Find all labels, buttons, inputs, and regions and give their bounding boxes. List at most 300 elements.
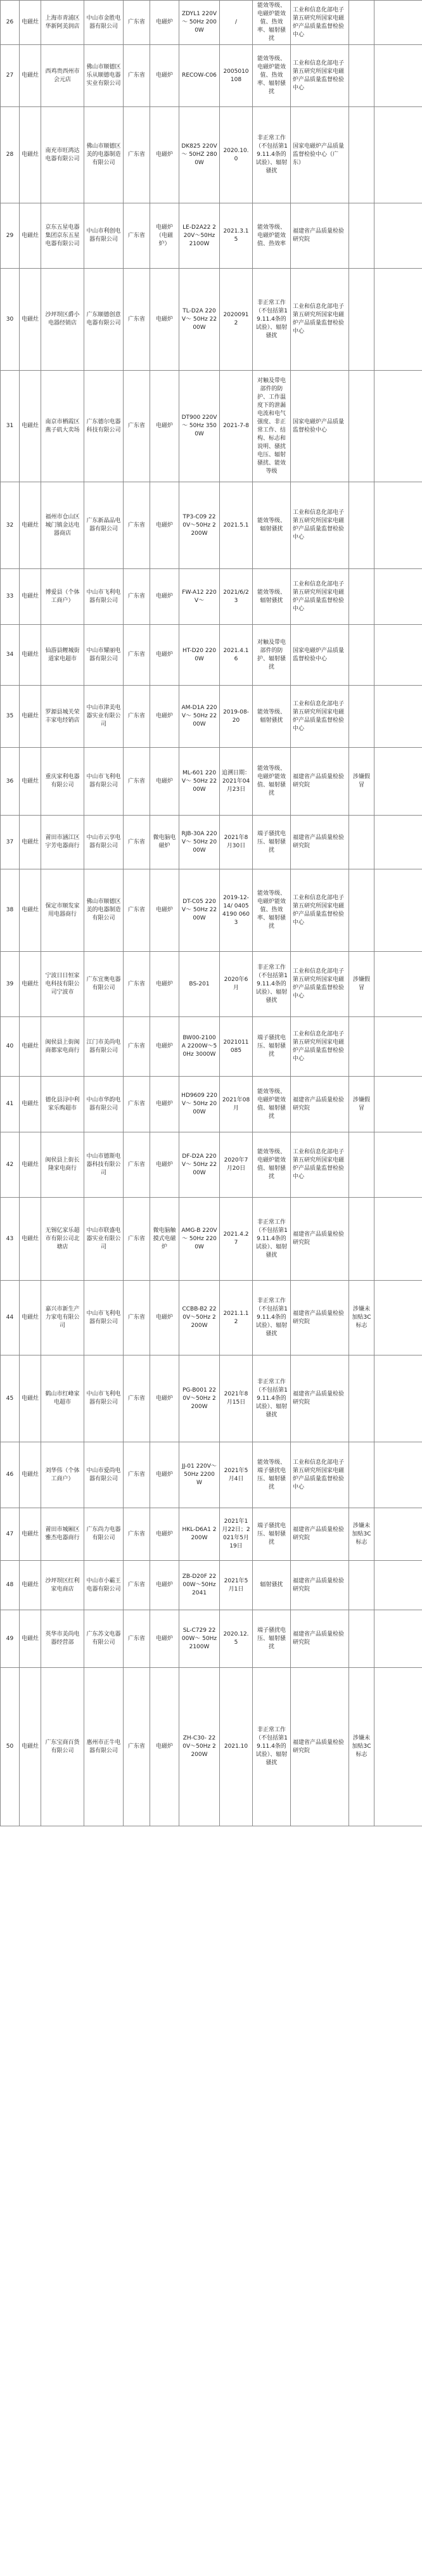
product-category: 电磁灶 [20, 1077, 41, 1132]
table-row [1, 1508, 422, 1561]
table-row [1, 482, 422, 569]
production-date: 2021年8月30日 [220, 816, 253, 869]
row-number: 44 [1, 1281, 20, 1355]
product-model: ML-601 220V～ 50Hz 2200W [179, 748, 220, 816]
manufacturer-name: 中山市云享电器有限公司 [84, 816, 124, 869]
remarks [349, 1561, 374, 1610]
failed-items: 能效等级、电磁炉能效值、辐射骚扰 [253, 1077, 291, 1132]
product-category: 电磁灶 [20, 869, 41, 952]
product-model: FW-A12 220V～ [179, 569, 220, 625]
product-name: 电磁炉 [150, 1355, 179, 1442]
blank-cell [374, 1017, 422, 1077]
seller-name: 南京市栖霞区燕子矶大卖场 [41, 371, 84, 482]
failed-items: 能效等级、端子骚扰电压、辐射骚扰 [253, 1442, 291, 1508]
product-category: 电磁灶 [20, 952, 41, 1017]
product-name: 电磁炉 [150, 1442, 179, 1508]
failed-items: 能效等级、电磁炉能效值、辐射骚扰 [253, 1132, 291, 1198]
manufacturer-province: 广东省 [124, 816, 150, 869]
failed-items: 对触及带电部件的防护、工作温度下的泄漏电流和电气强度、非正常工作、结构、标志和说明、骚扰电压、辐射骚扰、能效等级 [253, 371, 291, 482]
manufacturer-name: 中山市飞利电器有限公司 [84, 1281, 124, 1355]
row-number: 49 [1, 1610, 20, 1668]
product-model: ZB-D20F 2200W～50Hz 2041 [179, 1561, 220, 1610]
manufacturer-province: 广东省 [124, 269, 150, 371]
product-model: TP3-C09 220V～50Hz 2200W [179, 482, 220, 569]
product-model: AM-D1A 220V～ 50Hz 2200W [179, 686, 220, 748]
product-category: 电磁灶 [20, 1281, 41, 1355]
manufacturer-province: 广东省 [124, 1610, 150, 1668]
blank-cell [374, 625, 422, 686]
product-name: 电磁炉 [150, 1561, 179, 1610]
product-name: 电磁炉 [150, 1132, 179, 1198]
testing-institution: 工业和信息化部电子第五研究所国家电磁炉产品质量监督检验中心 [291, 1442, 349, 1508]
failed-items: 非正常工作（不包括第19.11.4条的试验）、辐射骚扰 [253, 107, 291, 203]
product-model: BS-201 [179, 952, 220, 1017]
manufacturer-name: 广东宜奥电器有限公司 [84, 952, 124, 1017]
row-number: 28 [1, 107, 20, 203]
seller-name: 莆田市城厢区雅杰电器商行 [41, 1508, 84, 1561]
product-model: ZH-C30- 220V～50Hz 2200W [179, 1668, 220, 1826]
testing-institution: 工业和信息化部电子第五研究所国家电磁炉产品质量监督检验中心 [291, 269, 349, 371]
manufacturer-province: 广东省 [124, 1077, 150, 1132]
remarks [349, 45, 374, 107]
product-model: BW00-2100A 2200W～50Hz 3000W [179, 1017, 220, 1077]
blank-cell [374, 1281, 422, 1355]
testing-institution: 福建省产品质量检验研究院 [291, 1355, 349, 1442]
product-category: 电磁灶 [20, 1198, 41, 1281]
seller-name: 京东五星电器集团京东五星电器有限公司 [41, 203, 84, 269]
row-number: 39 [1, 952, 20, 1017]
remarks [349, 569, 374, 625]
product-name: 电磁炉 [150, 625, 179, 686]
manufacturer-province: 广东省 [124, 569, 150, 625]
row-number: 45 [1, 1355, 20, 1442]
production-date: 2021.10 [220, 1668, 253, 1826]
manufacturer-name: 中山市飞利电器有限公司 [84, 1355, 124, 1442]
product-model: PG-B001 220V～50Hz 2200W [179, 1355, 220, 1442]
manufacturer-name: 中山市飞利电器有限公司 [84, 748, 124, 816]
product-category: 电磁灶 [20, 1132, 41, 1198]
remarks: 涉嫌假冒 [349, 952, 374, 1017]
row-number: 40 [1, 1017, 20, 1077]
blank-cell [374, 1198, 422, 1281]
product-name: 电磁炉 [150, 686, 179, 748]
product-category: 电磁灶 [20, 269, 41, 371]
manufacturer-name: 中山市德斯电器科技有限公司 [84, 1132, 124, 1198]
manufacturer-province: 广东省 [124, 686, 150, 748]
product-name: 电磁炉 [150, 482, 179, 569]
blank-cell [374, 569, 422, 625]
blank-cell [374, 1610, 422, 1668]
manufacturer-province: 广东省 [124, 107, 150, 203]
product-name: 电磁炉 [150, 1668, 179, 1826]
failed-items: 非正常工作（不包括第19.11.4条的试验）、辐射骚扰 [253, 952, 291, 1017]
production-date: 2021年5月4日 [220, 1442, 253, 1508]
manufacturer-province: 广东省 [124, 482, 150, 569]
table-row [1, 952, 422, 1017]
row-number: 47 [1, 1508, 20, 1561]
remarks: 涉嫌假冒 [349, 748, 374, 816]
table-row [1, 1610, 422, 1668]
table-row [1, 1442, 422, 1508]
testing-institution: 工业和信息化部电子第五研究所国家电磁炉产品质量监督检验中心 [291, 952, 349, 1017]
table-row [1, 686, 422, 748]
row-number: 34 [1, 625, 20, 686]
failed-items: 能效等级、电磁炉能效值、热效率、辐射骚扰 [253, 869, 291, 952]
product-model: RJB-30A 220V～ 50Hz 2000W [179, 816, 220, 869]
blank-cell [374, 371, 422, 482]
table-row [1, 107, 422, 203]
production-date: 2021-7-8 [220, 371, 253, 482]
table-row [1, 203, 422, 269]
manufacturer-province: 广东省 [124, 1561, 150, 1610]
remarks [349, 203, 374, 269]
product-model: DT900 220V～ 50Hz 3500W [179, 371, 220, 482]
product-model: ZDYL1 220V～ 50Hz 2000W [179, 1, 220, 45]
row-number: 26 [1, 1, 20, 45]
production-date: 2021.4.16 [220, 625, 253, 686]
production-date: 2019-08-20 [220, 686, 253, 748]
product-model: LE-D2A22 220V～50Hz 2100W [179, 203, 220, 269]
production-date: 2021011085 [220, 1017, 253, 1077]
manufacturer-name: 中山市爱尚电器有限公司 [84, 1442, 124, 1508]
testing-institution: 工业和信息化部电子第五研究所国家电磁炉产品质量监督检验中心 [291, 869, 349, 952]
product-name: 电磁炉 [150, 1281, 179, 1355]
blank-cell [374, 107, 422, 203]
product-name: 电磁炉 [150, 371, 179, 482]
manufacturer-name: 广东德尔电器科技有限公司 [84, 371, 124, 482]
product-name: 电磁炉（电磁炉） [150, 203, 179, 269]
product-model: TL-D2A 220V～ 50Hz 2200W [179, 269, 220, 371]
manufacturer-province: 广东省 [124, 203, 150, 269]
manufacturer-name: 江门市美尚电器有限公司 [84, 1017, 124, 1077]
manufacturer-province: 广东省 [124, 1132, 150, 1198]
manufacturer-province: 广东省 [124, 625, 150, 686]
remarks: 涉嫌未加贴3C标志 [349, 1508, 374, 1561]
failed-items: 端子骚扰电压、辐射骚扰 [253, 1017, 291, 1077]
failed-items: 端子骚扰电压、辐射骚扰 [253, 816, 291, 869]
manufacturer-province: 广东省 [124, 1198, 150, 1281]
product-category: 电磁灶 [20, 203, 41, 269]
row-number: 32 [1, 482, 20, 569]
product-name: 电磁炉 [150, 107, 179, 203]
manufacturer-name: 中山市耀丽电器有限公司 [84, 625, 124, 686]
product-model: DT-C05 220V～ 50Hz 2200W [179, 869, 220, 952]
testing-institution: 工业和信息化部电子第五研究所国家电磁炉产品质量监督检验中心 [291, 1017, 349, 1077]
testing-institution: 国家电磁炉产品质量监督检验中心 [291, 371, 349, 482]
failed-items: 能效等级、辐射骚扰 [253, 569, 291, 625]
remarks [349, 1132, 374, 1198]
production-date: 2021年5月1日 [220, 1561, 253, 1610]
production-date: 2021年1月22日；2021年5月19日 [220, 1508, 253, 1561]
blank-cell [374, 1561, 422, 1610]
remarks [349, 371, 374, 482]
manufacturer-province: 广东省 [124, 1668, 150, 1826]
table-row [1, 371, 422, 482]
production-date: 2020.10.0 [220, 107, 253, 203]
seller-name: 无锡亿家乐超市有限公司北塘店 [41, 1198, 84, 1281]
testing-institution: 工业和信息化部电子第五研究所国家电磁炉产品质量监督检验中心 [291, 686, 349, 748]
table-row [1, 816, 422, 869]
row-number: 29 [1, 203, 20, 269]
blank-cell [374, 1355, 422, 1442]
manufacturer-name: 广东苏文电器有限公司 [84, 1610, 124, 1668]
production-date: 2020年7月20日 [220, 1132, 253, 1198]
seller-name: 罗源县城关荣丰家电经销店 [41, 686, 84, 748]
remarks [349, 1017, 374, 1077]
manufacturer-name: 中山市津美电器实业有限公司 [84, 686, 124, 748]
manufacturer-name: 中山市华韵电器有限公司 [84, 1077, 124, 1132]
manufacturer-province: 广东省 [124, 952, 150, 1017]
production-date: 2021年8月15日 [220, 1355, 253, 1442]
product-category: 电磁灶 [20, 482, 41, 569]
row-number: 33 [1, 569, 20, 625]
failed-items: 非正常工作（不包括第19.11.4条的试验）、辐射骚扰 [253, 1198, 291, 1281]
remarks [349, 482, 374, 569]
manufacturer-province: 广东省 [124, 1, 150, 45]
seller-name: 沙坪坝区爵小电器经销店 [41, 269, 84, 371]
table-row [1, 869, 422, 952]
product-name: 电磁炉 [150, 1077, 179, 1132]
remarks [349, 1355, 374, 1442]
blank-cell [374, 1132, 422, 1198]
production-date: 追溯日期：2021年04月23日 [220, 748, 253, 816]
blank-cell [374, 1442, 422, 1508]
seller-name: 博爱县（个体工商户） [41, 569, 84, 625]
manufacturer-province: 广东省 [124, 1017, 150, 1077]
product-category: 电磁灶 [20, 107, 41, 203]
failed-items: 非正常工作（不包括第19.11.4条的试验）、辐射骚扰 [253, 1355, 291, 1442]
blank-cell [374, 482, 422, 569]
testing-institution: 福建省产品质量检验研究院 [291, 1610, 349, 1668]
seller-name: 西鸡贵西州市会元店 [41, 45, 84, 107]
row-number: 27 [1, 45, 20, 107]
blank-cell [374, 952, 422, 1017]
product-category: 电磁灶 [20, 816, 41, 869]
testing-institution: 福建省产品质量检验研究院 [291, 748, 349, 816]
seller-name: 重庆家利电器有限公司 [41, 748, 84, 816]
seller-name: 沙坪坝区红利家电商店 [41, 1561, 84, 1610]
product-category: 电磁灶 [20, 569, 41, 625]
row-number: 36 [1, 748, 20, 816]
product-name: 电磁炉 [150, 869, 179, 952]
product-category: 电磁灶 [20, 1442, 41, 1508]
seller-name: 上海市青浦区华新阿美润店 [41, 1, 84, 45]
product-category: 电磁灶 [20, 625, 41, 686]
blank-cell [374, 1077, 422, 1132]
remarks: 涉嫌未加贴3C标志 [349, 1281, 374, 1355]
blank-cell [374, 1668, 422, 1826]
product-category: 电磁灶 [20, 1561, 41, 1610]
table-row [1, 1, 422, 45]
product-category: 电磁灶 [20, 1, 41, 45]
product-category: 电磁灶 [20, 1017, 41, 1077]
seller-name: 德化县浔中利家乐购超市 [41, 1077, 84, 1132]
table-row [1, 1668, 422, 1826]
production-date: 2021/6/23 [220, 569, 253, 625]
testing-institution: 福建省产品质量检验研究院 [291, 1281, 349, 1355]
manufacturer-province: 广东省 [124, 371, 150, 482]
failed-items: 端子骚扰电压、辐射骚扰 [253, 1610, 291, 1668]
testing-institution: 福建省产品质量检验研究院 [291, 1198, 349, 1281]
table-row [1, 1355, 422, 1442]
remarks [349, 1442, 374, 1508]
failed-items: 非正常工作（不包括第19.11.4条的试验）、辐射骚扰 [253, 1668, 291, 1826]
product-name: 电磁炉 [150, 1508, 179, 1561]
production-date: 2020.12.5 [220, 1610, 253, 1668]
blank-cell [374, 869, 422, 952]
failed-items: 能效等级、电磁炉能效值、热效率、辐射骚扰 [253, 45, 291, 107]
remarks [349, 869, 374, 952]
manufacturer-name: 佛山市顺德区美的电器制造有限公司 [84, 107, 124, 203]
product-category: 电磁灶 [20, 1508, 41, 1561]
product-name: 微电脑触摸式电磁炉 [150, 1198, 179, 1281]
failed-items: 对触及带电部件的防护、辐射骚扰 [253, 625, 291, 686]
blank-cell [374, 45, 422, 107]
product-model: SL-C729 2200W～ 50Hz 2100W [179, 1610, 220, 1668]
manufacturer-province: 广东省 [124, 1442, 150, 1508]
table-row [1, 1017, 422, 1077]
manufacturer-province: 广东省 [124, 748, 150, 816]
product-category: 电磁灶 [20, 45, 41, 107]
blank-cell [374, 1, 422, 45]
seller-name: 鹤山市红峰家电超市 [41, 1355, 84, 1442]
row-number: 37 [1, 816, 20, 869]
product-model: HKL-D6A1 2200W [179, 1508, 220, 1561]
testing-institution: 国家电磁炉产品质量监督检验中心（广东） [291, 107, 349, 203]
blank-cell [374, 269, 422, 371]
remarks [349, 1198, 374, 1281]
row-number: 30 [1, 269, 20, 371]
testing-institution: 福建省产品质量检验研究院 [291, 1668, 349, 1826]
blank-cell [374, 203, 422, 269]
manufacturer-name: 广东尚力电器有限公司 [84, 1508, 124, 1561]
row-number: 31 [1, 371, 20, 482]
manufacturer-name: 广东新晶品电器有限公司 [84, 482, 124, 569]
production-date: 20200912 [220, 269, 253, 371]
failed-items: 非正常工作（不包括第19.11.4条的试验）、辐射骚扰 [253, 1281, 291, 1355]
remarks [349, 816, 374, 869]
manufacturer-province: 广东省 [124, 45, 150, 107]
testing-institution: 福建省产品质量检验研究院 [291, 1561, 349, 1610]
manufacturer-name: 中山市联盛电器实业有限公司 [84, 1198, 124, 1281]
product-model: JJ-01 220V～ 50Hz 2200W [179, 1442, 220, 1508]
product-name: 电磁炉 [150, 1610, 179, 1668]
seller-name: 刘华伟（个体工商户） [41, 1442, 84, 1508]
seller-name: 闽侯县上街长隆家电商行 [41, 1132, 84, 1198]
seller-name: 福州市仓山区城门镇金达电器商店 [41, 482, 84, 569]
failed-items: 能效等级、电磁炉能效值、辐射骚扰 [253, 748, 291, 816]
row-number: 46 [1, 1442, 20, 1508]
product-name: 电磁炉 [150, 45, 179, 107]
remarks: 涉嫌假冒 [349, 1077, 374, 1132]
product-name: 电磁炉 [150, 952, 179, 1017]
product-name: 电磁炉 [150, 748, 179, 816]
manufacturer-name: 惠州市正牛电器有限公司 [84, 1668, 124, 1826]
table-row [1, 1077, 422, 1132]
table-row [1, 625, 422, 686]
failed-items: 能效等级、电磁炉能效值、热效率、辐射骚扰 [253, 1, 291, 45]
blank-cell [374, 1508, 422, 1561]
product-model: AMG-B 220V～ 50Hz 2200W [179, 1198, 220, 1281]
testing-institution: 福建省产品质量检验研究院 [291, 1508, 349, 1561]
manufacturer-name: 中山市小霸王电器有限公司 [84, 1561, 124, 1610]
row-number: 43 [1, 1198, 20, 1281]
product-model: HT-D20 2200W [179, 625, 220, 686]
manufacturer-name: 广东顺德创意电器有限公司 [84, 269, 124, 371]
manufacturer-province: 广东省 [124, 1355, 150, 1442]
remarks [349, 625, 374, 686]
manufacturer-province: 广东省 [124, 1281, 150, 1355]
blank-cell [374, 686, 422, 748]
seller-name: 闽侯县上街闽商都家电商行 [41, 1017, 84, 1077]
production-date: / [220, 1, 253, 45]
production-date: 2021年08月 [220, 1077, 253, 1132]
manufacturer-name: 中山市利创电器有限公司 [84, 203, 124, 269]
failed-items: 端子骚扰电压、辐射骚扰 [253, 1508, 291, 1561]
testing-institution: 工业和信息化部电子第五研究所国家电磁炉产品质量监督检验中心 [291, 569, 349, 625]
product-name: 电磁炉 [150, 1017, 179, 1077]
testing-institution: 福建省产品质量检验研究院 [291, 1077, 349, 1132]
product-category: 电磁灶 [20, 686, 41, 748]
production-date: 2021.4.27 [220, 1198, 253, 1281]
production-date: 2005010108 [220, 45, 253, 107]
row-number: 48 [1, 1561, 20, 1610]
testing-institution: 工业和信息化部电子第五研究所国家电磁炉产品质量监督检验中心 [291, 45, 349, 107]
failed-items: 能效等级、辐射骚扰 [253, 686, 291, 748]
table-row [1, 1281, 422, 1355]
product-model: RECOW-C06 [179, 45, 220, 107]
table-row [1, 1561, 422, 1610]
table-row [1, 748, 422, 816]
product-model: DK825 220V～ 50HZ 2800W [179, 107, 220, 203]
manufacturer-name: 佛山市顺德区乐从顺德电器实业有限公司 [84, 45, 124, 107]
manufacturer-name: 中山市金胜电器有限公司 [84, 1, 124, 45]
product-name: 微电脑电磁炉 [150, 816, 179, 869]
product-category: 电磁灶 [20, 1668, 41, 1826]
remarks [349, 1610, 374, 1668]
row-number: 42 [1, 1132, 20, 1198]
production-date: 2021.3.15 [220, 203, 253, 269]
production-date: 2021.1.12 [220, 1281, 253, 1355]
product-name: 电磁炉 [150, 1, 179, 45]
product-model: DF-D2A 220V～ 50Hz 2200W [179, 1132, 220, 1198]
production-date: 2019-12-14/ 04054190 0603 [220, 869, 253, 952]
failed-items: 辐射骚扰 [253, 1561, 291, 1610]
table-row [1, 269, 422, 371]
seller-name: 莆田市涵江区宇芳电器商行 [41, 816, 84, 869]
remarks [349, 269, 374, 371]
manufacturer-province: 广东省 [124, 869, 150, 952]
product-model: CCBB-B2 220V～50Hz 2200W [179, 1281, 220, 1355]
seller-name: 宁波日日恒家电科技有限公司宁波市 [41, 952, 84, 1017]
product-category: 电磁灶 [20, 1610, 41, 1668]
failed-items: 非正常工作（不包括第19.11.4条的试验）、辐射骚扰 [253, 269, 291, 371]
product-model: HD9609 220V～ 50Hz 2000W [179, 1077, 220, 1132]
blank-cell [374, 816, 422, 869]
table-row [1, 45, 422, 107]
production-date: 2021.5.1 [220, 482, 253, 569]
product-name: 电磁炉 [150, 269, 179, 371]
product-category: 电磁灶 [20, 748, 41, 816]
seller-name: 广东宝商百货有限公司 [41, 1668, 84, 1826]
table-row [1, 1198, 422, 1281]
remarks [349, 686, 374, 748]
testing-institution: 工业和信息化部电子第五研究所国家电磁炉产品质量监督检验中心 [291, 1, 349, 45]
failed-items: 能效等级、电磁炉能效值、热效率 [253, 203, 291, 269]
seller-name: 保定市顺发家用电器商行 [41, 869, 84, 952]
product-category: 电磁灶 [20, 371, 41, 482]
testing-institution: 工业和信息化部电子第五研究所国家电磁炉产品质量监督检验中心 [291, 482, 349, 569]
